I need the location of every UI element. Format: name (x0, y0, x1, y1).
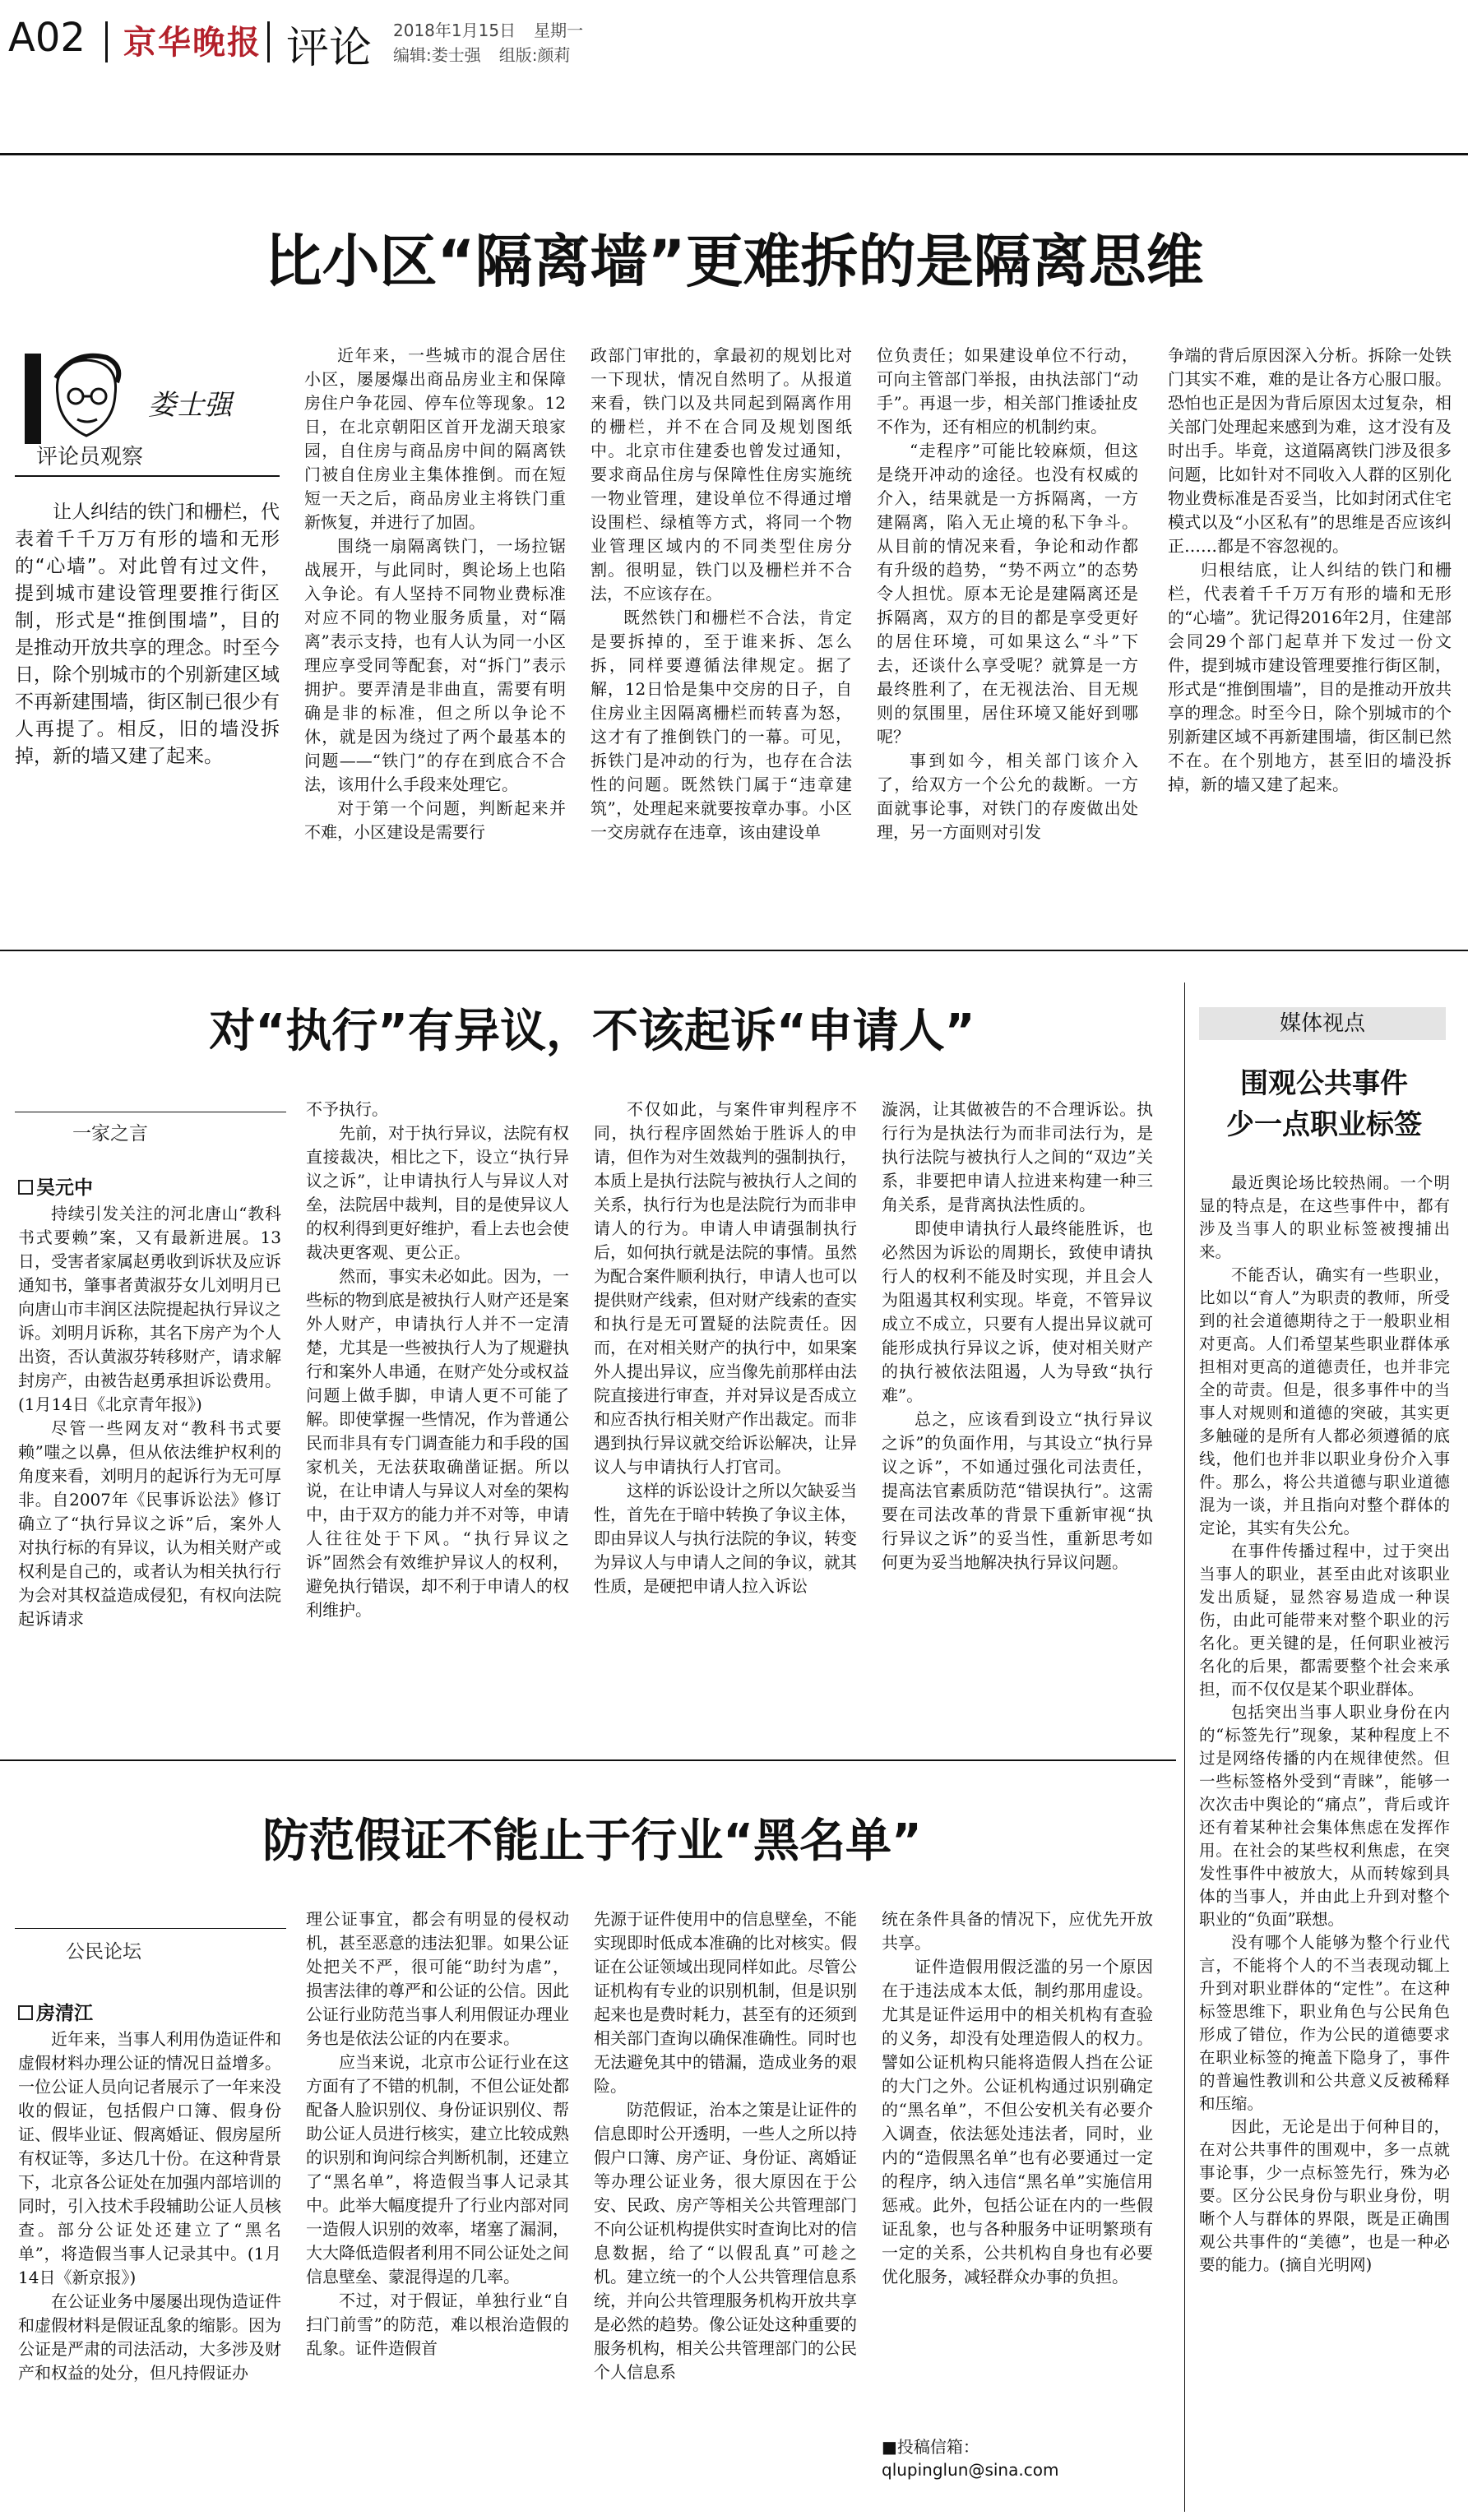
paragraph: 位负责任；如果建设单位不行动，可向主管部门举报，由执法部门“动手”。再退一步，相关部门推诿扯皮不作为，还有相应的机制约束。 (877, 345, 1138, 437)
paragraph: 不能否认，确实有一些职业，比如以“育人”为职责的教师，所受到的社会道德期待之于一般职业相对更高。人们希望某些职业群体承担相对更高的道德责任，也并非完全的苛责。但是，很多事件中的当事人对规则和道德的突破，其实更多触碰的是所有人都必须遵循的底线，他们也并非以职业身份介入事件。那么，将公共道德与职业道德混为一谈，并且指向对整个群体的定论，其实有失公允。 (1199, 1265, 1450, 1537)
article1-column-2 (590, 344, 852, 844)
paragraph: 在公证业务中屡屡出现伪造证件和虚假材料是假证乱象的缩影。因为公证是严肃的司法活动，大多涉及财产和权益的处分，但凡持假证办 (18, 2291, 281, 2383)
article1-column-1 (304, 344, 566, 844)
columnist-signature: 娄士强 (148, 389, 232, 422)
paragraph: 先前，对于执行异议，法院有权直接裁决，相比之下，设立“执行异议之诉”，让申请执行人与异议人对垒，法院居中裁判，目的是使异议人的权利得到更好维护，看上去也会使裁决更客观、更公正。 (306, 1123, 569, 1262)
article3-column-3 (594, 1907, 857, 2384)
paragraph: 总之，应该看到设立“执行异议之诉”的负面作用，与其设立“执行异议之诉”，不如通过强化司法责任，提高法官素质防范“错误执行”。这需要在司法改革的背景下重新审视“执行异议之诉”的妥当性，重新思考如何更为妥当地解决执行异议问题。 (882, 1409, 1153, 1572)
article1-headline: 比小区“隔离墙”更难拆的是隔离思维 (264, 228, 1204, 295)
sidebar-body (1199, 1172, 1450, 2277)
paragraph: 理公证事宜，都会有明显的侵权动机，甚至恶意的违法犯罪。如果公证处把关不严，很可能“助纣为虐”，损害法律的尊严和公证的公信。因此公证行业防范当事人利用假证办理业务也是依法公证的内在要求。 (306, 1909, 569, 2048)
paragraph: 先源于证件使用中的信息壁垒，不能实现即时低成本准确的比对核实。假证在公证领域出现同样如此。尽管公证机构有专业的识别机制，但是识别起来也是费时耗力，甚至有的还须到相关部门查询以确保准确性。同时也无法避免其中的错漏，造成业务的艰险。 (594, 1909, 857, 2096)
sidebar-headline-line1: 围观公共事件 (1240, 1067, 1408, 1100)
article3-author: 房清江 (18, 1998, 93, 2025)
paragraph: “走程序”可能比较麻烦，但这是绕开冲动的途径。也没有权威的介入，结果就是一方拆隔离，一方建隔离，陷入无止境的私下争斗。从目前的情况来看，争论和动作都有升级的趋势，“势不两立”的态势令人担忧。原本无论是建隔离还是拆隔离，双方的目的都是享受更好的居住环境，可如果这么“斗”下去，还谈什么享受呢？就算是一方最终胜利了，在无视法治、目无规则的氛围里，居住环境又能好到哪呢？ (877, 441, 1138, 747)
issue-weekday: 星期一 (534, 21, 584, 40)
article2-headline: 对“执行”有异议，不该起诉“申请人” (209, 1005, 975, 1058)
page-number: A02 (8, 15, 86, 61)
article1-lead (15, 499, 280, 770)
paragraph: 因此，无论是出于何种目的，在对公共事件的围观中，多一点就事论事，少一点标签先行，殊为必要。区分公民身份与职业身份，明晰个人与群体的界限，既是正确围观公共事件的“美德”，也是一种必要的能力。(摘自光明网) (1199, 2117, 1450, 2274)
paragraph: 应当来说，北京市公证行业在这方面有了不错的机制，不但公证处都配备人脸识别仪、身份证识别仪、帮助公证人员进行核实，建立比较成熟的识别和询问综合判断机制，还建立了“黑名单”，将造假当事人记录其中。此举大幅度提升了行业内部对同一造假人识别的效率，堵塞了漏洞，大大降低造假者利用不同公证处之间信息壁垒、蒙混得逞的几率。 (306, 2052, 569, 2286)
section-rule (0, 1759, 1176, 1761)
rule (15, 475, 280, 477)
paragraph: 最近舆论场比较热闹。一个明显的特点是，在这些事件中，都有涉及当事人的职业标签被搜捕出来。 (1199, 1173, 1450, 1261)
header-divider (105, 21, 108, 62)
sidebar-headline-line2: 少一点职业标签 (1226, 1108, 1422, 1141)
paragraph: 尽管一些网友对“教科书式要赖”嗤之以鼻，但从依法维护权利的角度来看，刘明月的起诉行为无可厚非。自2007年《民事诉讼法》修订确立了“执行异议之诉”后，案外人对执行标的有异议，认为相关财产或权利是自己的，或者认为相关执行行为会对其权益造成侵犯，有权向法院起诉请求 (18, 1418, 281, 1629)
article3-column-tag: 公民论坛 (66, 1941, 141, 1963)
article1-column-tag: 评论员观察 (36, 445, 144, 469)
newspaper-logo: 京华晚报 (123, 23, 262, 62)
paragraph: 在事件传播过程中，过于突出当事人的职业，甚至由此对该职业发出质疑，显然容易造成一种误伤，由此可能带来对整个职业的污名化。更关键的是，任何职业被污名化的后果，都需要整个社会来承担，而不仅仅是某个职业群体。 (1199, 1542, 1450, 1699)
article2-author: 吴元中 (18, 1172, 93, 1200)
editor-credit: 编辑:娄士强 (393, 45, 481, 65)
lead-text: 让人纠结的铁门和栅栏，代表着千千万万有形的墙和无形的“心墙”。对此曾有过文件，提到城市建设管理要推行街区制，形式是“推倒围墙”，目的是推动开放共享的理念。时至今日，除个别城市的个别新建区域不再新建围墙，街区制已很少有人再提了。相反，旧的墙没拆掉，新的墙又建了起来。 (15, 502, 280, 767)
contact-label: ■投稿信箱： (882, 2437, 979, 2457)
paragraph: 然而，事实未必如此。因为，一些标的物到底是被执行人财产还是案外人财产，申请执行人并不一定清楚，尤其是一些被执行人为了规避执行和案外人串通，在财产处分或权益问题上做手脚，申请人更不可能了解。即使掌握一些情况，作为普通公民而非具有专门调查能力和手段的国家机关，无法获取确凿证据。所以说，在让申请人与异议人对垒的架构中，由于双方的能力并不对等，申请人往往处于下风。“执行异议之诉”固然会有效维护异议人的权利，避免执行错误，却不利于申请人的权利维护。 (306, 1266, 569, 1620)
paragraph: 近年来，一些城市的混合居住小区，屡屡爆出商品房业主和保障房住户争花园、停车位等现象。12日，在北京朝阳区首开龙湖天琅家园，自住房与商品房中间的隔离铁门被自住房业主集体推倒。而在短短一天之后，商品房业主将铁门重新恢复，并进行了加固。 (304, 345, 566, 532)
article3-column-2 (306, 1907, 569, 2360)
article3-column-4 (882, 1907, 1153, 2289)
paragraph: 事到如今，相关部门该介入了，给双方一个公允的裁断。一方面就事论事，对铁门的存废做出处理，另一方面则对引发 (877, 751, 1138, 842)
paragraph: 没有哪个人能够为整个行业代言，不能将个人的不当表现动辄上升到对职业群体的“定性”。在这种标签思维下，职业角色与公民角色形成了错位，作为公民的道德要求在职业标签的掩盖下隐身了，事件的普遍性教训和公共意义反被稀释和压缩。 (1199, 1933, 1450, 2113)
paragraph: 不仅如此，与案件审判程序不同，执行程序固然始于胜诉人的申请，但作为对生效裁判的强制执行，本质上是执行法院与被执行人之间的关系，执行行为也是法院行为而非申请人的行为。申请人申请强制执行后，如何执行就是法院的事情。虽然为配合案件顺利执行，申请人也可以提供财产线索，但对财产线索的查实和执行是无可置疑的法院责任。因而，在对相关财产的执行中，如果案外人提出异议，应当像先前那样由法院直接进行审查，并对异议是否成立和应否执行相关财产作出裁定。而非遇到执行异议就交给诉讼解决，让异议人与申请执行人打官司。 (594, 1099, 857, 1477)
paragraph: 漩涡，让其做被告的不合理诉讼。执行行为是执法行为而非司法行为，是执行法院与被执行人之间的“双边”关系，非要把申请人拉进来构建一种三角关系，是背离执法性质的。 (882, 1099, 1153, 1214)
article2-column-1 (18, 1202, 281, 1631)
article2-column-2 (306, 1098, 569, 1622)
paragraph: 政部门审批的，拿最初的规划比对一下现状，情况自然明了。从报道来看，铁门以及共同起到隔离作用的栅栏，并不在合同及规划图纸中。北京市住建委也曾发过通知，要求商品住房与保障性住房实施统一物业管理，建设单位不得通过增设围栏、绿植等方式，将同一个物业管理区域内的不同类型住房分割。很明显，铁门以及栅栏并不合法，不应该存在。 (590, 345, 852, 603)
contact-email[interactable]: qlupinglun@sina.com (882, 2460, 1059, 2480)
section-rule (0, 950, 1468, 951)
header-divider (267, 21, 270, 62)
rule (15, 1928, 286, 1929)
article2-column-3 (594, 1098, 857, 1598)
paragraph: 既然铁门和栅栏不合法，肯定是要拆掉的，至于谁来拆、怎么拆，同样要遵循法律规定。据了解，12日恰是集中交房的日子，自住房业主因隔离栅栏而转喜为怒，这才有了推倒铁门的一幕。可见，拆铁门是冲动的行为，也存在合法性的问题。既然铁门属于“违章建筑”，处理起来就要按章办事。小区一交房就存在违章，该由建设单 (590, 608, 852, 842)
paragraph: 统在条件具备的情况下，应优先开放共享。 (882, 1909, 1153, 1953)
article3-column-1 (18, 2028, 281, 2385)
article2-column-tag: 一家之言 (72, 1123, 148, 1144)
paragraph: 不予执行。 (306, 1099, 388, 1119)
paragraph: 不过，对于假证，单独行业“自扫门前雪”的防范，难以根治造假的乱象。证件造假首 (306, 2291, 569, 2358)
article1-column-4 (1168, 344, 1452, 797)
section-title: 评论 (286, 24, 373, 73)
paragraph: 包括突出当事人职业身份在内的“标签先行”现象，某种程度上不过是网络传播的内在规律使然。但一些标签格外受到“青睐”，能够一次次击中舆论的“痛点”，背后或许还有着某种社会集体焦虑在发挥作用。在社会的某些权利焦虑，在突发性事件中被放大，从而转嫁到具体的当事人，并由此上升到对整个职业的“负面”联想。 (1199, 1703, 1450, 1929)
designer-credit: 组版:颜莉 (498, 45, 571, 65)
paragraph: 围绕一扇隔离铁门，一场拉锯战展开，与此同时，舆论场上也陷入争论。有人坚持不同物业费标准对应不同的物业服务质量，对“隔离”表示支持，也有人认为同一小区理应享受同等配套，对“拆门”表示拥护。要弄清是非曲直，需要有明确是非的标准，但之所以争论不休，就是因为绕过了两个最基本的问题——“铁门”的存在到底合不合法，该用什么手段来处理它。 (304, 536, 566, 794)
sidebar-tag: 媒体视点 (1199, 1007, 1446, 1040)
paragraph: 即使申请执行人最终能胜诉，也必然因为诉讼的周期长，致使申请执行人的权利不能及时实现，并且会人为阻遏其权利实现。毕竟，不管异议成立不成立，只要有人提出异议就可能形成执行异议之诉，使对相关财产的执行被依法阻遏，人为导致“执行难”。 (882, 1218, 1153, 1405)
article3-headline: 防范假证不能止于行业“黑名单” (262, 1815, 922, 1868)
article1-column-3 (877, 344, 1138, 844)
header-rule (0, 153, 1468, 155)
paragraph: 近年来，当事人利用伪造证件和虚假材料办理公证的情况日益增多。一位公证人员向记者展示了一年来没收的假证，包括假户口簿、假身份证、假毕业证、假离婚证、假房屋所有权证等，多达几十份。在这种背景下，北京各公证处在加强内部培训的同时，引入技术手段辅助公证人员核查。部分公证处还建立了“黑名单”，将造假当事人记录其中。(1月14日《新京报》) (18, 2029, 281, 2287)
paragraph: 争端的背后原因深入分析。拆除一处铁门其实不难，难的是让各方心服口服。恐怕也正是因为背后原因太过复杂，相关部门处理起来感到为难，这才没有及时出手。毕竟，这道隔离铁门涉及很多问题，比如针对不同收入人群的区别化物业费标准是否妥当，比如封闭式住宅模式以及“小区私有”的思维是否应该纠正……都是不容忽视的。 (1168, 345, 1452, 556)
issue-date: 2018年1月15日 (393, 21, 516, 40)
article2-column-4 (882, 1098, 1153, 1574)
paragraph: 归根结底，让人纠结的铁门和栅栏，代表着千千万万有形的墙和无形的“心墙”。犹记得2016年2月，住建部会同29个部门起草并下发过一份文件，提到城市建设管理要推行街区制，形式是“推倒围墙”，目的是推动开放共享的理念。时至今日，除个别城市的个别新建区域不再新建围墙，街区制已然不在。在个别地方，甚至旧的墙没拆掉，新的墙又建了起来。 (1168, 560, 1452, 794)
paragraph: 这样的诉讼设计之所以欠缺妥当性，首先在于暗中转换了争议主体，即由异议人与执行法院的争议，转变为异议人与申请人之间的争议，就其性质，是硬把申请人拉入诉讼 (594, 1481, 857, 1596)
paragraph: 持续引发关注的河北唐山“教科书式要赖”案，又有最新进展。13日，受害者家属赵勇收到诉状及应诉通知书，肇事者黄淑芬女儿刘明月已向唐山市丰润区法院提起执行异议之诉。刘明月诉称，其名下房产为个人出资，否认黄淑芬转移财产，请求解封房产，由被告赵勇承担诉讼费用。(1月14日《北京青年报》) (18, 1204, 281, 1414)
paragraph: 对于第一个问题，判断起来并不难，小区建设是需要行 (304, 798, 566, 842)
paragraph: 防范假证，治本之策是让证件的信息即时公开透明，一些人之所以持假户口簿、房产证、身份证、离婚证等办理公证业务，很大原因在于公安、民政、房产等相关公共管理部门不向公证机构提供实时查询比对的信息数据，给了“以假乱真”可趁之机。建立统一的个人公共管理信息系统，并向公共管理服务机构开放共享是必然的趋势。像公证处这种重要的服务机构，相关公共管理部门的公民个人信息系 (594, 2100, 857, 2382)
issue-meta (393, 18, 601, 67)
paragraph: 证件造假用假泛滥的另一个原因在于违法成本太低，制约那用虚设。尤其是证件运用中的相关机构有查验的义务，却没有处理造假人的权力。譬如公证机构只能将造假人挡在公证的大门之外。公证机构通过识别确定的“黑名单”，不但公安机关有必要介入调查，依法惩处违法者，同时，业内的“造假黑名单”也有必要通过一定的程序，纳入违信“黑名单”实施信用惩戒。此外，包括公证在内的一些假证乱象，也与各种服务中证明繁琐有一定的关系，公共机构自身也有必要优化服务，减轻群众办事的负担。 (882, 1957, 1153, 2286)
sidebar-divider (1184, 983, 1185, 2512)
